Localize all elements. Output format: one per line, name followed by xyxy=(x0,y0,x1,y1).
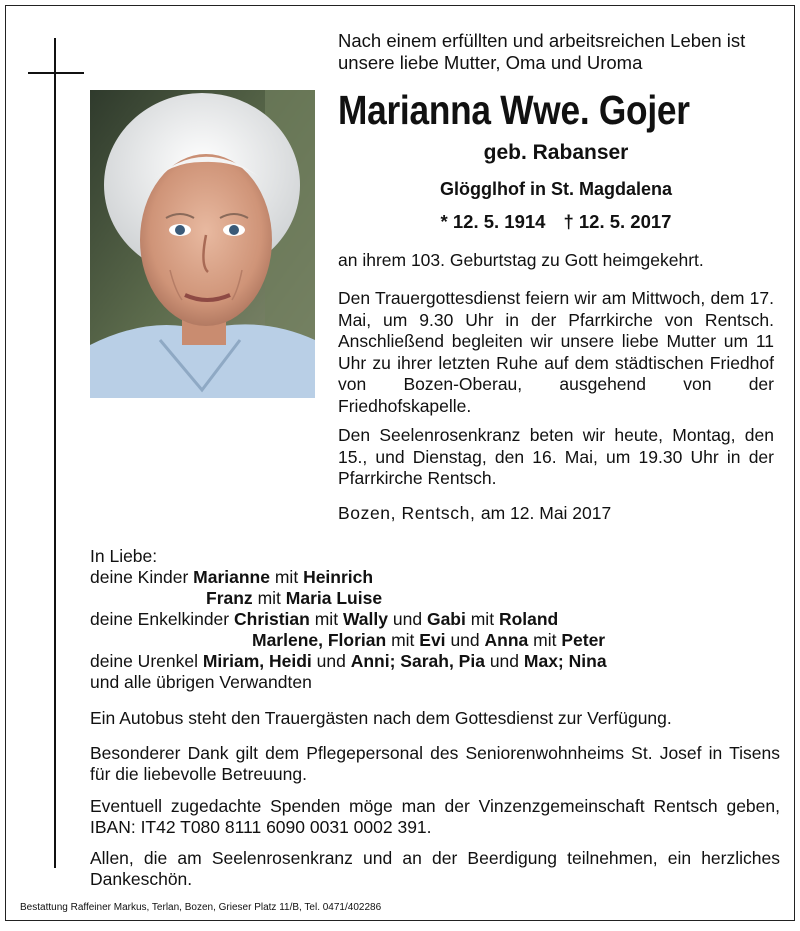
obituary-card xyxy=(5,5,795,921)
deceased-name: Marianna Wwe. Gojer xyxy=(338,87,690,133)
farm-name: Glögglhof in St. Magdalena xyxy=(440,179,672,199)
life-dates xyxy=(338,210,774,234)
children-line-2: Franz mit Maria Luise xyxy=(206,588,383,608)
cross-icon xyxy=(54,38,56,868)
intro-text xyxy=(338,30,774,74)
portrait-photo xyxy=(90,90,315,398)
funeral-paragraph: Den Trauergottesdienst feiern wir am Mittwoch, dem 17. Mai, um 9.30 Uhr in der Pfarrkirche von Rentsch. Anschließend begleiten wir unsere liebe Mutter um 11 Uhr zu ihrer letzten Ruhe auf dem städtischen Friedhof von Bozen-Oberau, ausgehend von der Friedhofskapelle. xyxy=(338,288,774,416)
funeral-home-footer: Bestattung Raffeiner Markus, Terlan, Bozen, Grieser Platz 11/B, Tel. 0471/402286 xyxy=(20,902,382,913)
love-heading: In Liebe: xyxy=(90,546,158,566)
thanks-note: Besonderer Dank gilt dem Pflegepersonal des Seniorenwohnheims St. Josef in Tisens für die liebevolle Betreuung. xyxy=(90,743,780,784)
date: am 12. Mai 2017 xyxy=(480,503,612,523)
grandchildren-line-1: deine Enkelkinder Christian mit Wally und Gabi mit Roland xyxy=(90,609,559,629)
grandchildren-line-2: Marlene, Florian mit Evi und Anna mit Peter xyxy=(252,630,606,650)
birth-date: * 12. 5. 1914 xyxy=(440,211,546,232)
great-grandchildren-line: deine Urenkel Miriam, Heidi und Anni; Sarah, Pia und Max; Nina xyxy=(90,651,607,671)
closing-note: Allen, die am Seelenrosenkranz und an der Beerdigung teilnehmen, ein herzliches Dankeschön. xyxy=(90,848,780,889)
cross-icon-bar xyxy=(28,72,84,74)
intro-line-2: unsere liebe Mutter, Oma und Uroma xyxy=(338,52,643,73)
other-relatives: und alle übrigen Verwandten xyxy=(90,672,312,692)
death-date: † 12. 5. 2017 xyxy=(563,211,672,232)
place-date xyxy=(338,503,774,525)
birth-name: geb. Rabanser xyxy=(483,141,629,164)
place: Bozen, Rentsch, xyxy=(338,503,476,523)
donation-note: Eventuell zugedachte Spenden möge man der Vinzenzgemeinschaft Rentsch geben, IBAN: IT42 T080 8111 6090 0031 0002 391. xyxy=(90,796,780,837)
rosary-paragraph: Den Seelenrosenkranz beten wir heute, Montag, den 15., und Dienstag, den 16. Mai, um 19.30 Uhr in der Pfarrkirche Rentsch. xyxy=(338,425,774,488)
children-line-1: deine Kinder Marianne mit Heinrich xyxy=(90,567,374,587)
mourners-list xyxy=(90,546,780,693)
intro-line-1: Nach einem erfüllten und arbeitsreichen Leben ist xyxy=(338,30,746,51)
bus-note: Ein Autobus steht den Trauergästen nach dem Gottesdienst zur Verfügung. xyxy=(90,708,672,728)
birthday-line: an ihrem 103. Geburtstag zu Gott heimgekehrt. xyxy=(338,250,704,270)
